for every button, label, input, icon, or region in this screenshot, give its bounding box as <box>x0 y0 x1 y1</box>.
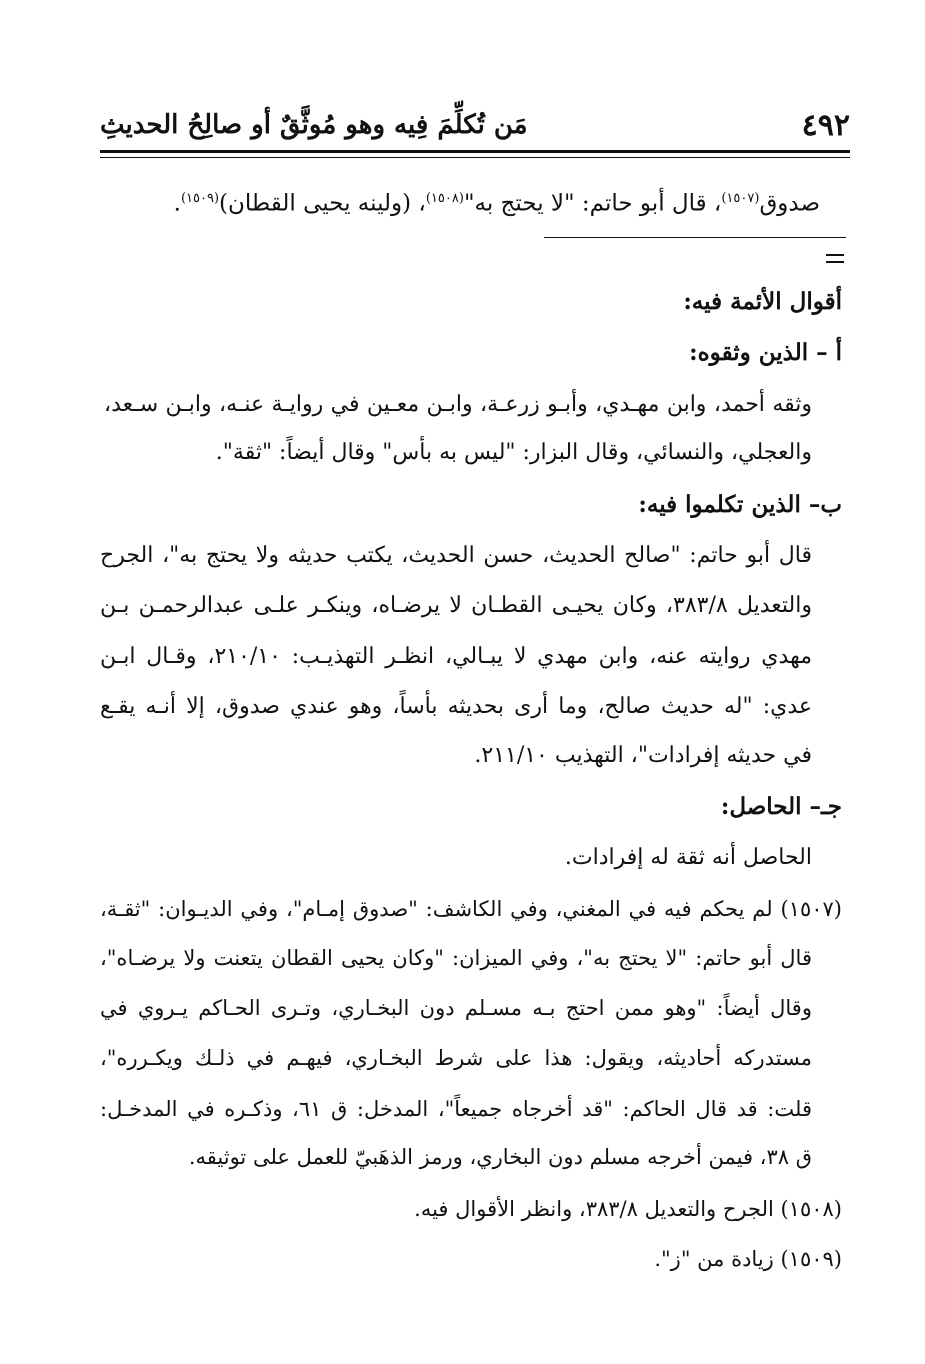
footnote-1507-line-3: وقال أيضاً: "وهو ممن احتج بـه مسـلم دون البخـاري، وتـرى الحـاكم يـروي في <box>100 996 812 1020</box>
footnote-ref-1508: (١٥٠٨) <box>425 191 464 206</box>
section-c-line: الحاصل أنه ثقة له إفرادات. <box>564 845 812 870</box>
section-b-line-1: قال أبو حاتم: "صالح الحديث، حسن الحديث، يكتب حديثه ولا يحتج به"، الجرح <box>100 543 812 568</box>
footnote-1507-line-1: (١٥٠٧) لم يحكم فيه في المغني، وفي الكاشف: "صدوق إمـام"، وفي الديـوان: "ثقـة، <box>100 897 842 921</box>
page-header <box>100 100 850 148</box>
footnote-1507-line-2: قال أبو حاتم: "لا يحتج به"، وفي الميزان: "وكان يحيى القطان يتعنت ولا يرضـاه"، <box>100 946 812 970</box>
intro-text-3: ، (ولينه يحيى القطان) <box>219 190 426 217</box>
section-b-line-5: في حديثه إفرادات"، التهذيب ٢١١/١٠. <box>474 743 812 768</box>
running-title: مَن تُكلِّمَ فِيه وهو مُوثَّقٌ أو صالِحُ الحديثِ <box>100 110 528 140</box>
page-number: ٤٩٢ <box>801 108 850 143</box>
footnote-ref-1507: (١٥٠٧) <box>721 191 760 206</box>
footnote-1507-line-4: مستدركه أحاديثه، ويقول: هذا على شرط البخـاري، فيهـم في ذلـك ويكـرره"، <box>100 1046 812 1070</box>
footnote-ref-1509: (١٥٠٩) <box>180 191 220 206</box>
separator-line <box>544 237 846 238</box>
intro-line <box>120 184 820 219</box>
intro-text-4: . <box>173 190 181 217</box>
section-a-line-1: وثقه أحمد، وابن مهـدي، وأبـو زرعـة، وابـن معـين في روايـة عنـه، وابـن سـعد، <box>104 392 812 417</box>
section-b-line-2: والتعديل ٣٨٣/٨، وكان يحيـى القطـان لا يرضـاه، وينكـر علـى عبدالرحمـن بـن <box>100 593 812 618</box>
section-b-heading: ب– الذين تكلموا فيه: <box>638 491 842 518</box>
header-rule-thick <box>100 150 850 153</box>
footnote-1507-line-5: قلت: قد قال الحاكم: "قد أخرجاه جميعاً"، المدخل: ق ٦١، وذكـره في المدخـل: <box>100 1097 812 1121</box>
footnote-1507-line-6: ق ٣٨، فيمن أخرجه مسلم دون البخاري، ورمز الذهَبيّ للعمل على توثيقه. <box>188 1145 812 1169</box>
section-b-line-3: مهدي روايته عنه، وابن مهدي لا يبـالي، انظـر التهذيـب: ٢١٠/١٠، وقـال ابـن <box>100 644 812 669</box>
intro-text-1: صدوق <box>759 190 820 217</box>
header-rule-thin <box>100 157 850 158</box>
footnote-1508: (١٥٠٨) الجرح والتعديل ٣٨٣/٨، وانظر الأقوال فيه. <box>414 1197 842 1221</box>
opinions-heading: أقوال الأئمة فيه: <box>683 288 842 315</box>
section-c-heading: جـ– الحاصل: <box>720 793 842 820</box>
section-a-heading: أ – الذين وثقوه: <box>689 339 842 366</box>
intro-text-2: ، قال أبو حاتم: "لا يحتج به" <box>463 190 722 217</box>
section-b-line-4: عدي: "له حديث صالح، وما أرى بحديثه بأساً، وهو عندي صدوق، إلا أنـه يقـع <box>100 694 812 719</box>
section-a-line-2: والعجلي، والنسائي، وقال البزار: "ليس به بأس" وقال أيضاً: "ثقة". <box>215 440 812 465</box>
double-dash-mark <box>826 254 844 265</box>
footnote-1509: (١٥٠٩) زيادة من "ز". <box>654 1247 842 1271</box>
